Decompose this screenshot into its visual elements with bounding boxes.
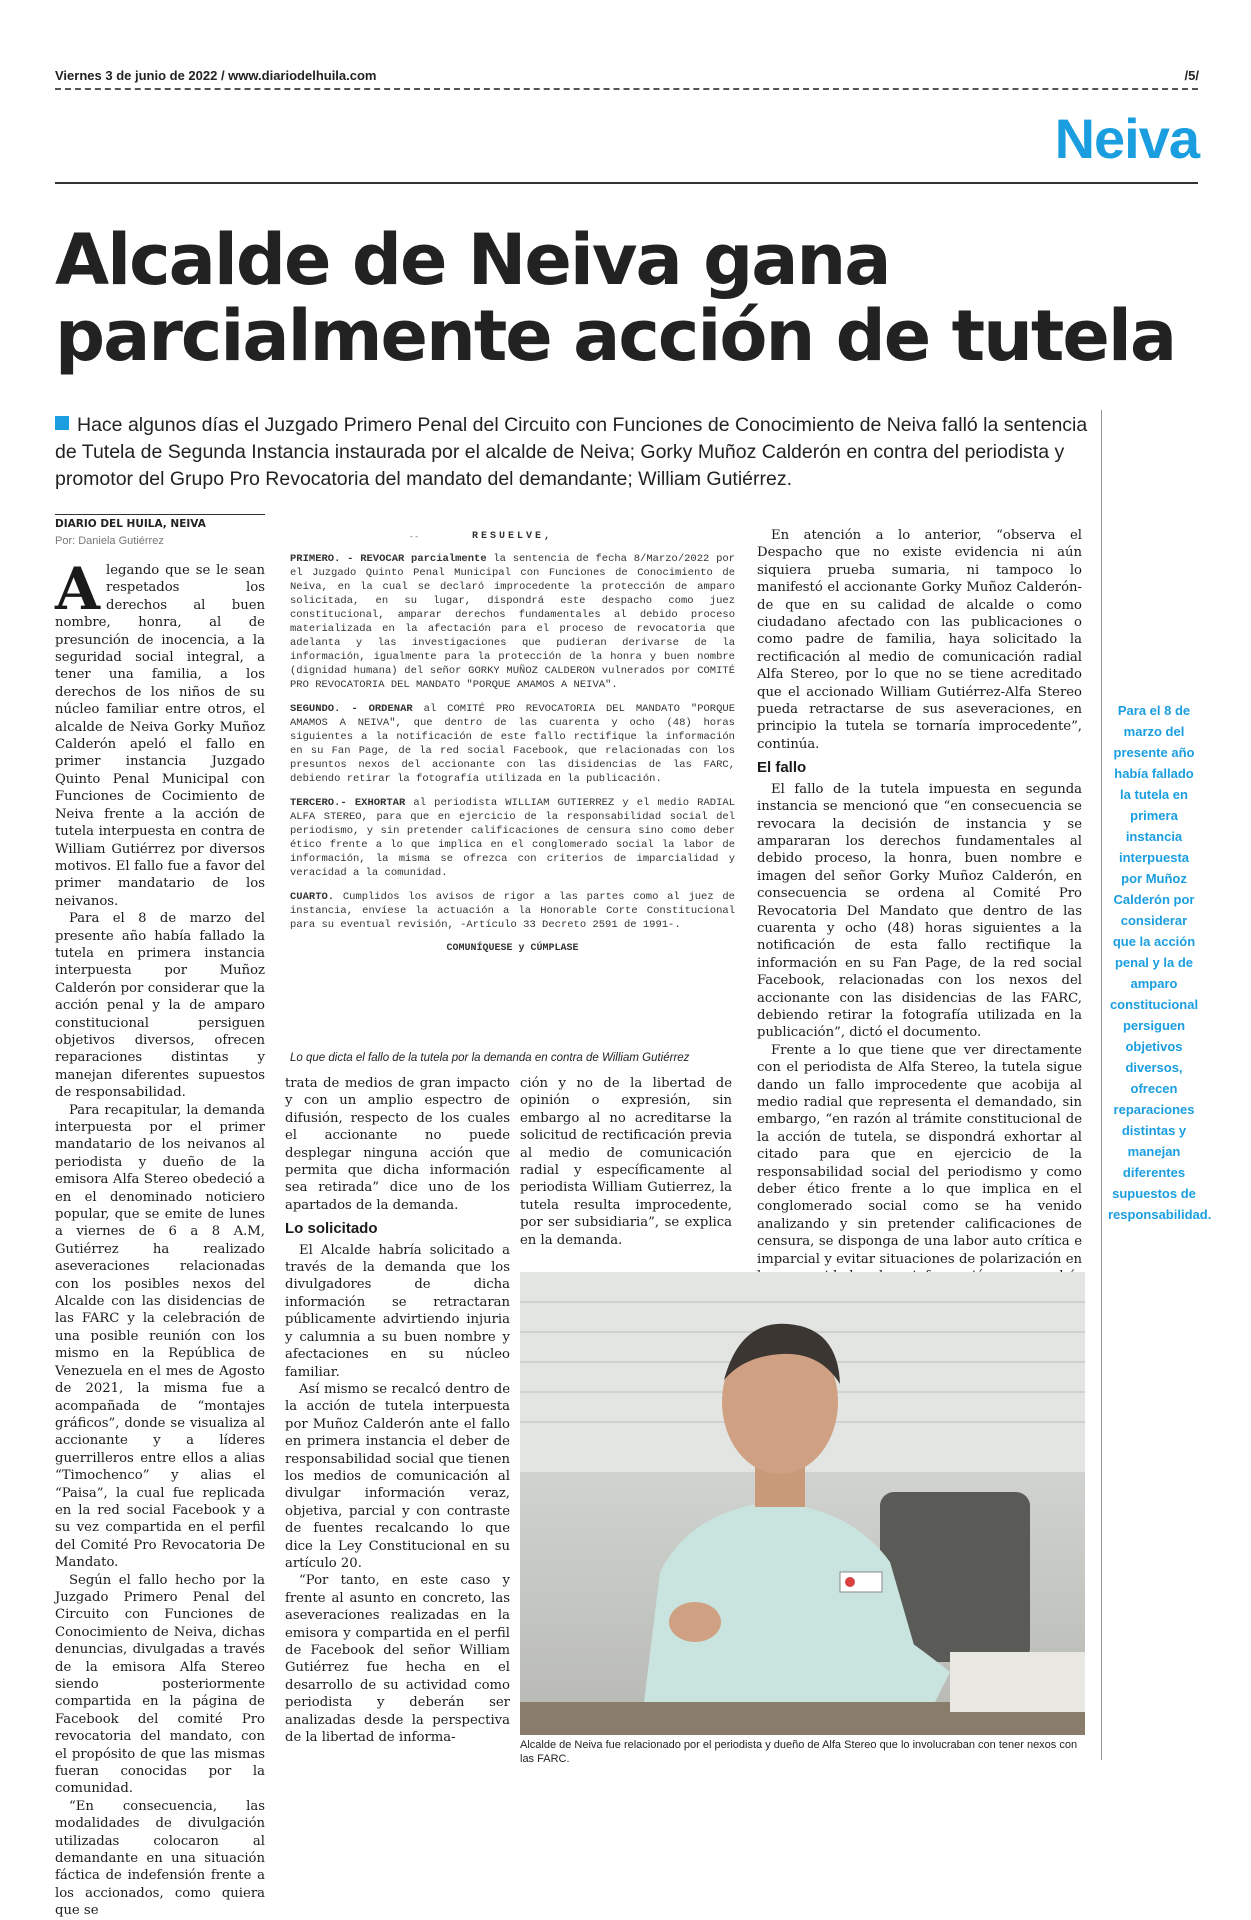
document-clause-primero: PRIMERO. - REVOCAR parcialmente la sentencia de fecha 8/Marzo/2022 por el Juzgado Quinto Penal Municipal con Funciones de Conocimiento de Neiva, en la cual se declaró improcedente la protección de amparo solicitada, en su lugar, dispondrá este despacho como juez constitucional, amparar derechos fundamentales al debido proceso materializada en la afectación para el proceso de revocatoria que adelanta y las investigaciones que pudieran derivarse de la información, igualmente para la protección de la honra y buen nombre (dignidad humana) del señor GORKY MUÑOZ CALDERON vulnerados por COMITÉ PRO REVOCATORIA DEL MANDATO "PORQUE AMAMOS A NEIVA". xyxy=(290,553,735,691)
header-date-site: Viernes 3 de junio de 2022 / www.diariodelhuila.com xyxy=(55,68,377,83)
document-closing: COMUNÍQUESE y CÚMPLASE xyxy=(446,943,579,954)
subheading-lo-solicitado: Lo solicitado xyxy=(285,1220,378,1238)
article-column-2 xyxy=(285,1075,510,1747)
subheading-el-fallo: El fallo xyxy=(757,759,807,777)
article-paragraph: trata de medios de gran impacto y con un amplio espectro de difusión, respecto de los cuales el accionante no puede desplegar ninguna acción que permita que dicha información sea retirada” dice uno de los apartados de la demanda. xyxy=(285,1076,510,1213)
document-caption: Lo que dicta el fallo de la tutela por la demanda en contra de William Gutiérrez xyxy=(290,1052,690,1064)
lead-square-marker xyxy=(55,416,69,430)
header-divider xyxy=(55,88,1198,90)
article-lead xyxy=(55,412,1095,493)
article-paragraph: ción y no de la libertad de opinión o expresión, sin embargo al no acreditarse la solicitud de rectificación previa al medio de comunicación radial y específicamente al periodista William Gutierrez, la tutela resulta improcedente, por ser subsidiaria”, se explica en la demanda. xyxy=(520,1076,732,1248)
document-clause-segundo: SEGUNDO. - ORDENAR al COMITÉ PRO REVOCATORIA DEL MANDATO "PORQUE AMAMOS A NEIVA", que dentro de las cuarenta y ocho (48) horas siguientes a la notificación de este fallo rectifique la información en su Fan Page, de la red social Facebook, que relacionadas con los presuntos nexos del accionante con las disidencias de las FARC, debiendo retirar la fotografía utilizada en la publicación. xyxy=(290,703,735,785)
sidebar-pullquote: Para el 8 de marzo del presente año había fallado la tutela en primera instancia interpuesta por Muñoz Calderón por considerar que la acción penal y la de amparo constitucional persiguen objetivos diversos, ofrecen reparaciones distintas y manejan diferentes supuestos de responsabilidad. xyxy=(1108,703,1212,1222)
photo-caption: Alcalde de Neiva fue relacionado por el periodista y dueño de Alfa Stereo que lo involucraban con tener nexos con las FARC. xyxy=(520,1739,1078,1765)
headline-line-1: Alcalde de Neiva gana xyxy=(55,219,890,301)
article-paragraph: Para recapitular, la demanda interpuesta por el primer mandatario de los neivanos al periodista y dueño de la emisora Alfa Stereo obedeció a en el denominado noticiero popular, que se emite de lunes a viernes de 6 a 8 A.M, Gutiérrez ha realizado aseveraciones relacionadas con los posibles nexos del Alcalde con las disidencias de las FARC y la celebración de una posible reunión con los mismo en la República de Venezuela en el mes de Agosto de 2021, la misma fue a acompañada de “montajes gráficos”, donde se visualiza al accionante y a líderes guerrilleros entre ellos a alias “Timochenco” y alias el “Paisa”, la cual fue replicada en la red social Facebook y a su vez compartida en el perfil del Comité Pro Revocatoria De Mandato. xyxy=(55,1102,265,1571)
sidebar-divider xyxy=(1101,410,1102,1760)
article-paragraph: Así mismo se recalcó dentro de la acción de tutela interpuesta por Muñoz Calderón ante el fallo en primera instancia el deber de responsabilidad social que tienen los medios de comunicación al divulgar información veraz, objetiva, parcial y con contraste de fuentes recalcando lo que dice la Ley Constitucional en su artículo 20. xyxy=(285,1381,510,1571)
court-document-image xyxy=(290,530,735,1030)
article-paragraph: En atención a lo anterior, “observa el Despacho que no existe evidencia ni aún siquiera prueba sumaria, ni tampoco lo manifestó el accionante Gorky Muñoz Calderón- de que en su calidad de alcalde o como ciudadano afectado con las publicaciones o como padre de familia, haya solicitado la rectificación al medio de comunicación radial Alfa Stereo, por lo que no se tiene acreditado que el accionado William Gutiérrez-Alfa Stereo pueda retractarse de sus aseveraciones, en principio la tutela se tornaría improcedente”, continúa. xyxy=(757,528,1082,752)
article-paragraph: “En consecuencia, las modalidades de divulgación utilizadas colocaron al demandante en una situación fáctica de indefensión frente a los accionados, como quiera que se xyxy=(55,1798,265,1919)
article-column-4 xyxy=(757,527,1082,1267)
article-paragraph: Para el 8 de marzo del presente año había fallado la tutela en primera instancia interpuesta por Muñoz Calderón por considerar que la acción penal y la de amparo constitucional persiguen objetivos diversos, ofrecen reparaciones distintas y manejan diferentes supuestos de responsabilidad. xyxy=(55,911,265,1101)
photo-illustration xyxy=(520,1272,1085,1735)
article-paragraph: Según el fallo hecho por la Juzgado Primero Penal del Circuito con Funciones de Conocimiento de Neiva, dichas denuncias, divulgadas a través de la emisora Alfa Stereo siendo posteriormente compartida en la página de Facebook del comité Pro revocatoria del mandato, con el propósito de que las mismas fueran conocidas por la comunidad. xyxy=(55,1572,265,1797)
article-paragraph: “Por tanto, en este caso y frente al asunto en concreto, las aseveraciones realizadas en la emisora y compartida en el perfil de Facebook del señor William Gutiérrez fue hecha en el desarrollo de su actividad como periodista y deberán ser analizadas desde la perspectiva de la libertad de informa- xyxy=(285,1573,510,1746)
article-paragraph: El fallo de la tutela impuesta en segunda instancia se mencionó que “en consecuencia se revocara la decisión de instancia y se ampararan los derechos fundamentales al debido proceso, la honra, buen nombre e imagen del señor Gorky Muñoz Calderón, en consecuencia se ordena al Comité Pro Revocatoria Del Mandato que dentro de las cuarenta y ocho (48) horas siguientes a la notificación de esta fallo rectifique la información en su Fan Page, de la red social Facebook, relacionadas con los nexos del accionante con las disidencias de las FARC, debiendo retirar la fotografía utilizada en la publicación”, dictó el documento. xyxy=(757,781,1082,1041)
lead-text: Hace algunos días el Juzgado Primero Penal del Circuito con Funciones de Conocimiento de Neiva falló la sentencia de Tutela de Segunda Instancia instaurada por el alcalde de Neiva; Gorky Muñoz Calderón en contra del periodista y promotor del Grupo Pro Revocatoria del mandato del demandante; William Gutiérrez. xyxy=(55,414,1088,490)
byline-source: DIARIO DEL HUILA, NEIVA xyxy=(55,518,206,530)
section-divider xyxy=(55,182,1198,184)
section-title: Neiva xyxy=(1054,107,1199,170)
drop-cap: A xyxy=(55,555,101,623)
byline-author: Por: Daniela Gutiérrez xyxy=(55,535,164,547)
article-paragraph: Frente a lo que tiene que ver directamente con el periodista de Alfa Stereo, la tutela sigue dando un fallo improcedente que acobija al medio radial que representa el demandado, sin embargo, “en razón al trámite constitucional de la acción de tutela, se dispondrá exhortar al citado para que en ejercicio de la responsabilidad social del periodismo y como deber ético frente a lo que implica en el conglomerado social como se ha venido analizando y sin pretender calificaciones de censura, se disponga de una labor auto crítica e imparcial y evitar situaciones de polarización en xyxy=(757,1042,1082,1267)
article-paragraph: El Alcalde habría solicitado a través de la demanda que los divulgadores de dicha información se retractaran públicamente advirtiendo injuria y calumnia a su buen nombre y afectaciones en su núcleo familiar. xyxy=(285,1242,510,1380)
page-number: /5/ xyxy=(1184,68,1199,83)
byline-rule xyxy=(55,514,265,515)
mayor-photo xyxy=(520,1272,1085,1735)
headline-line-2: parcialmente acción de tutela xyxy=(55,295,1176,377)
document-clause-cuarto: CUARTO. Cumplidos los avisos de rigor a las partes como al juez de instancia, envíese la actuación a la Honorable Corte Constitucional para su eventual revisión, -Artículo 33 Decreto 2591 de 1991-. xyxy=(290,891,735,931)
article-column-3 xyxy=(520,1075,732,1265)
article-column-1 xyxy=(55,555,265,1919)
document-clause-tercero: TERCERO.- EXHORTAR al periodista WILLIAM GUTIERREZ y el medio RADIAL ALFA STEREO, para que en ejercicio de la responsabilidad social del periodismo, y sin pretender calificaciones de censura sino como deber ético frente a lo que implica en el conglomerado social la labor de información, la misma se ofrezca con criterios de imparcialidad y veracidad a la comunidad. xyxy=(290,797,735,879)
document-scan-mark: - - xyxy=(410,532,418,541)
headline xyxy=(55,219,1205,377)
article-paragraph: Alegando que se le sean respetados los derechos al buen nombre, honra, al de presunción de inocencia, a la seguridad social integral, a tener una familia, a los derechos de los niños de su núcleo familiar entre otros, el alcalde de Neiva Gorky Muñoz Calderón apeló el fallo en primer instancia Juzgado Quinto Penal Municipal con Funciones de Cocimiento de Neiva frente a la acción de tutela interpuesta en contra de William Gutiérrez por diversos motivos. El fallo fue a favor del primer mandatario de los neivanos. xyxy=(55,555,265,909)
document-title: RESUELVE, xyxy=(471,531,553,542)
